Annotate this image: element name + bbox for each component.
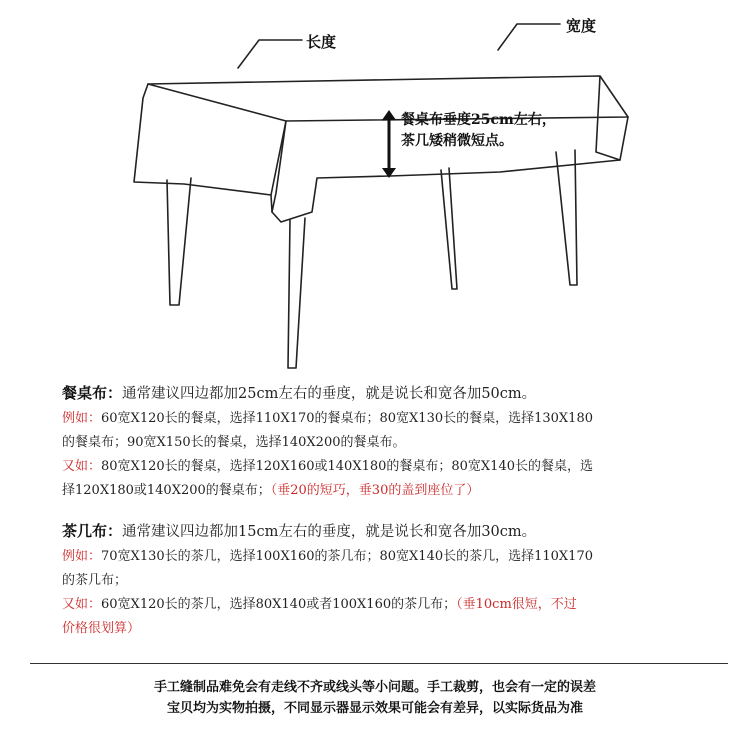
coffee-example-2-note: （垂10cm很短，不过 — [456, 597, 577, 612]
coffee-example-2-line-1 — [62, 593, 692, 617]
dining-summary: 通常建议四边都加25cm左右的垂度，就是说长和宽各加50cm。 — [122, 386, 537, 402]
back-left-leg — [167, 178, 191, 305]
dining-example-1-line-1 — [62, 407, 692, 431]
back-right-leg — [441, 168, 457, 289]
length-pointer — [238, 40, 302, 68]
dining-example-1-line-2: 的餐桌布；90宽X150长的餐桌，选择140X200的餐桌布。 — [62, 435, 406, 450]
footer-divider — [30, 663, 728, 664]
coffee-title: 茶几布： — [62, 522, 123, 540]
coffee-summary-line — [62, 518, 692, 545]
dining-example-2-line-1 — [62, 455, 692, 479]
coffee-example-1-line-2: 的茶几布； — [62, 573, 128, 588]
dining-example-2-text-2: 择120X180或140X200的餐桌布； — [62, 483, 271, 498]
coffee-section — [62, 518, 692, 641]
dining-example-2-line-2 — [62, 479, 692, 503]
dining-title: 餐桌布： — [62, 384, 123, 402]
front-left-leg — [288, 218, 305, 368]
coffee-example-1-prefix: 例如： — [62, 549, 102, 564]
dining-summary-line — [62, 380, 692, 407]
dining-example-2-text: 80宽X120长的餐桌，选择120X160或140X180的餐桌布；80宽X140长的餐桌，选 — [101, 459, 593, 474]
footer-line-1: 手工缝制品难免会有走线不齐或线头等小问题。手工裁剪，也会有一定的误差 — [153, 680, 596, 695]
coffee-summary: 通常建议四边都加15cm左右的垂度，就是说长和宽各加30cm。 — [122, 524, 537, 540]
footer-line-2: 宝贝均为实物拍摄，不同显示器显示效果可能会有差异，以实际货品为准 — [166, 701, 583, 716]
drop-note-line-1: 餐桌布垂度25cm左右， — [401, 112, 556, 128]
drop-note — [401, 110, 556, 152]
dining-example-2-note: （垂20的短巧，垂30的盖到座位了） — [270, 483, 480, 498]
drop-note-line-2: 茶几矮稍微短点。 — [401, 133, 513, 149]
coffee-example-2-note-line-2: 价格很划算） — [62, 621, 141, 636]
width-pointer — [498, 24, 560, 50]
coffee-example-1-text: 70宽X130长的茶几，选择100X160的茶几布；80宽X140长的茶几，选择110X170 — [101, 549, 593, 564]
length-label: 长度 — [306, 33, 337, 51]
coffee-example-2-text: 60宽X120长的茶几，选择80X140或者100X160的茶几布； — [101, 597, 457, 612]
coffee-example-2-prefix: 又如： — [62, 597, 102, 612]
coffee-example-1-line-1 — [62, 545, 692, 569]
width-label: 宽度 — [566, 17, 597, 35]
dining-example-1-prefix: 例如： — [62, 411, 102, 426]
dining-example-1-text: 60宽X120长的餐桌，选择110X170的餐桌布；80宽X130长的餐桌，选择130X180 — [101, 411, 593, 426]
dining-section — [62, 380, 692, 503]
dining-example-2-prefix: 又如： — [62, 459, 102, 474]
front-right-leg — [556, 150, 577, 285]
